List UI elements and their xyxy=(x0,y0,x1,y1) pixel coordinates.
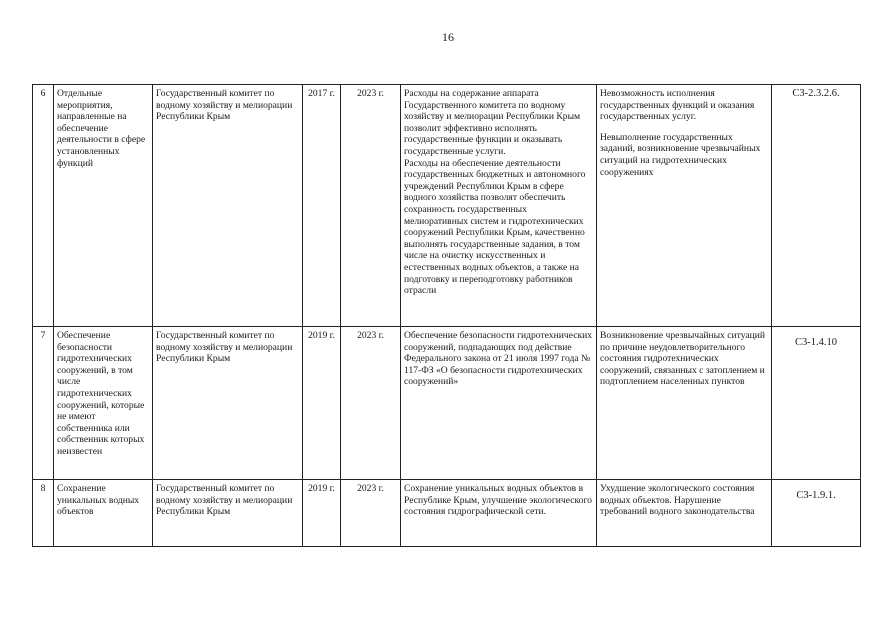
expected-result: Обеспечение безопасности гидротехнических сооружений, подпадающих под действие Федерального закона от 21 июля 1997 года № 117-ФЗ «О безопасности гидротехнических сооружений» xyxy=(401,327,597,480)
expected-result: Сохранение уникальных водных объектов в Республике Крым, улучшение экологического состояния гидрографической сети. xyxy=(401,480,597,547)
measure-name: Обеспечение безопасности гидротехнических сооружений, в том числе гидротехнических сооружений, которые не имеют собственника или собственник которых неизвестен xyxy=(54,327,153,480)
consequences: Возникновение чрезвычайных ситуаций по причине неудовлетворительного состояния гидротехнических сооружений, связанных с затоплением и подтоплением населенных пунктов xyxy=(597,327,772,480)
expected-result-text-1: Расходы на содержание аппарата Государственного комитета по водному хозяйству и мелиорации Республики Крым позволит эффективно исполнять государственные функции и оказывать государственные услуги. xyxy=(404,88,581,157)
measure-name: Отдельные мероприятия, направленные на обеспечение деятельности в сфере установленных функций xyxy=(54,85,153,327)
table-row xyxy=(33,85,861,327)
start-year: 2017 г. xyxy=(303,85,341,327)
row-number: 6 xyxy=(33,85,54,327)
expected-result-text-2: Расходы на обеспечение деятельности государственных бюджетных и автономного учреждений Республики Крым в сфере водного хозяйства позволят обеспечить сохранность государственных мелиоративных систем и гидротехнических сооружений Республики Крым, качественно выполнять государственные задания, в том числе на очистку искусственных и естественных водных объектов, а также на подготовку и переподготовку работников отрасли xyxy=(404,157,586,297)
indicator-code: С3-1.9.1. xyxy=(772,480,861,547)
consequence-text-1: Невозможность исполнения государственных функций и оказания государственных услуг. xyxy=(600,88,755,123)
start-year: 2019 г. xyxy=(303,480,341,547)
start-year: 2019 г. xyxy=(303,327,341,480)
consequences xyxy=(597,85,772,327)
executor: Государственный комитет по водному хозяйству и мелиорации Республики Крым xyxy=(153,480,303,547)
table-row xyxy=(33,327,861,480)
table-row xyxy=(33,480,861,547)
indicator-code: С3-2.3.2.6. xyxy=(772,85,861,327)
executor: Государственный комитет по водному хозяйству и мелиорации Республики Крым xyxy=(153,85,303,327)
page-number: 16 xyxy=(442,30,454,44)
end-year: 2023 г. xyxy=(341,480,401,547)
consequences: Ухудшение экологического состояния водных объектов. Нарушение требований водного законодательства xyxy=(597,480,772,547)
row-number: 8 xyxy=(33,480,54,547)
indicator-code: С3-1.4.10 xyxy=(772,327,861,480)
row-number: 7 xyxy=(33,327,54,480)
executor: Государственный комитет по водному хозяйству и мелиорации Республики Крым xyxy=(153,327,303,480)
measure-name: Сохранение уникальных водных объектов xyxy=(54,480,153,547)
end-year: 2023 г. xyxy=(341,327,401,480)
end-year: 2023 г. xyxy=(341,85,401,327)
consequence-text-2: Невыполнение государственных заданий, возникновение чрезвычайных ситуаций на гидротехнических сооружениях xyxy=(600,131,761,178)
measures-table xyxy=(32,84,861,547)
expected-result xyxy=(401,85,597,327)
